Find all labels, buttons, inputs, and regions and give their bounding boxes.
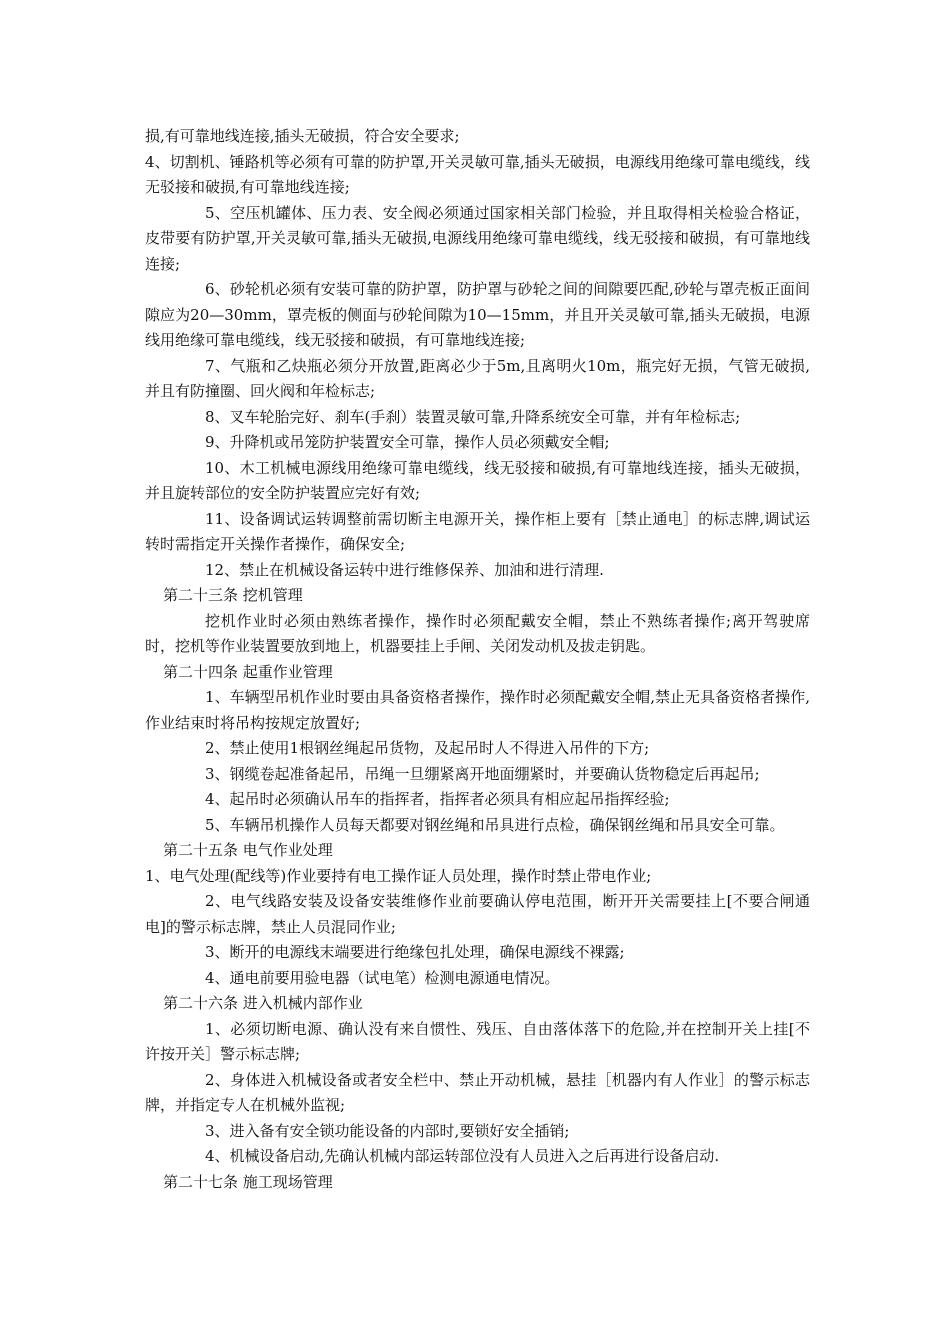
paragraph: 3、断开的电源线末端要进行绝缘包扎处理，确保电源线不裸露; xyxy=(205,943,625,961)
paragraph: 4、机械设备启动,先确认机械内部运转部位没有人员进入之后再进行设备启动. xyxy=(205,1147,720,1165)
paragraph: 2、禁止使用1根钢丝绳起吊货物，及起吊时人不得进入吊件的下方; xyxy=(205,739,650,757)
paragraph: 4、通电前要用验电器（试电笔）检测电源通电情况。 xyxy=(205,968,560,987)
paragraph: 4、切割机、锤路机等必须有可靠的防护罩,开关灵敏可靠,插头无破损，电源线用绝缘可靠电缆线，线无驳接和破损,有可靠地线连接; xyxy=(145,152,810,196)
paragraph: 2、电气线路安装及设备安装维修作业前要确认停电范围，断开开关需要挂上[不要合闸通电]的警示标志牌，禁止人员混同作业; xyxy=(145,892,810,936)
paragraph: 5、车辆吊机操作人员每天都要对钢丝绳和吊具进行点检，确保钢丝绳和吊具安全可靠。 xyxy=(205,815,785,834)
article-heading: 第二十六条 进入机械内部作业 xyxy=(163,994,363,1012)
paragraph: 9、升降机或吊笼防护装置安全可靠，操作人员必须戴安全帽; xyxy=(205,433,610,451)
article-heading: 第二十四条 起重作业管理 xyxy=(163,662,333,681)
paragraph: 10、木工机械电源线用绝缘可靠电缆线，线无驳接和破损,有可靠地线连接，插头无破损，并且旋转部位的安全防护装置应完好有效; xyxy=(145,458,810,502)
paragraph: 损,有可靠地线连接,插头无破损，符合安全要求; xyxy=(145,127,460,145)
paragraph: 1、电气处理(配线等)作业要持有电工操作证人员处理，操作时禁止带电作业; xyxy=(145,866,652,885)
article-heading: 第二十五条 电气作业处理 xyxy=(163,841,333,859)
paragraph: 5、空压机罐体、压力表、安全阀必须通过国家相关部门检验，并且取得相关检验合格证，皮带要有防护罩,开关灵敏可靠,插头无破损,电源线用绝缘可靠电缆线，线无驳接和破损，有可靠地线连接; xyxy=(145,203,810,273)
paragraph: 1、车辆型吊机作业时要由具备资格者操作，操作时必须配戴安全帽,禁止无具备资格者操作,作业结束时将吊构按规定放置好; xyxy=(145,688,810,732)
paragraph: 1、必须切断电源、确认没有来自惯性、残压、自由落体落下的危险,并在控制开关上挂[不许按开关］警示标志牌; xyxy=(145,1019,810,1063)
article-heading: 第二十三条 挖机管理 xyxy=(163,586,303,604)
paragraph: 8、叉车轮胎完好、刹车(手刹）装置灵敏可靠,升降系统安全可靠，并有年检标志; xyxy=(205,407,741,426)
document-body xyxy=(145,124,810,1195)
paragraph: 3、钢缆卷起准备起吊，吊绳一旦绷紧离开地面绷紧时，并要确认货物稳定后再起吊; xyxy=(205,764,760,783)
paragraph: 11、设备调试运转调整前需切断主电源开关，操作柜上要有［禁止通电］的标志牌,调试运转时需指定开关操作者操作，确保安全; xyxy=(145,509,810,553)
paragraph: 2、身体进入机械设备或者安全栏中、禁止开动机械，悬挂［机器内有人作业］的警示标志牌，并指定专人在机械外监视; xyxy=(145,1070,810,1114)
paragraph: 7、气瓶和乙炔瓶必须分开放置,距离必少于5m,且离明火10m，瓶完好无损，气管无破损,并且有防撞圈、回火阀和年检标志; xyxy=(145,356,810,400)
article-heading: 第二十七条 施工现场管理 xyxy=(163,1172,333,1191)
paragraph: 4、起吊时必须确认吊车的指挥者，指挥者必须具有相应起吊指挥经验; xyxy=(205,790,670,808)
paragraph: 挖机作业时必须由熟练者操作，操作时必须配戴安全帽，禁止不熟练者操作;离开驾驶席时，挖机等作业装置要放到地上，机器要挂上手闸、关闭发动机及拔走钥匙。 xyxy=(145,611,810,655)
paragraph: 3、进入备有安全锁功能设备的内部时,要锁好安全插销; xyxy=(205,1121,570,1140)
paragraph: 12、禁止在机械设备运转中进行维修保养、加油和进行清理. xyxy=(205,560,604,579)
paragraph: 6、砂轮机必须有安装可靠的防护罩，防护罩与砂轮之间的间隙要匹配,砂轮与罩壳板正面间隙应为20—30mm，罩壳板的侧面与砂轮间隙为10—15mm，并且开关灵敏可靠,插头无破损，电源线用绝缘可靠电缆线，线无驳接和破损，有可靠地线连接; xyxy=(145,280,810,349)
